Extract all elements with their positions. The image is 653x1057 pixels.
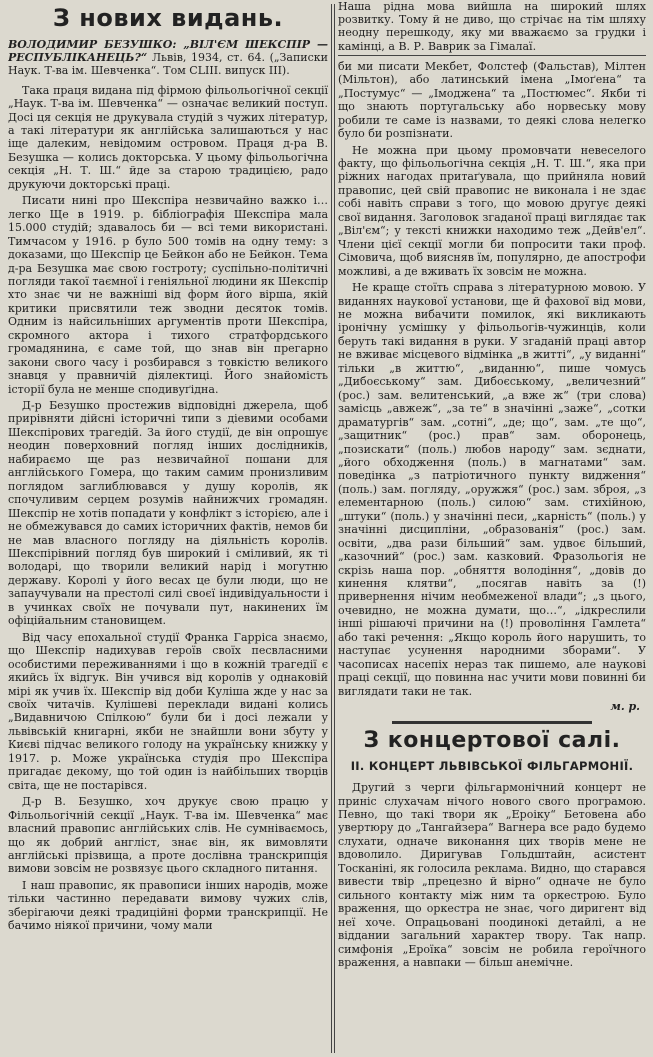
article-paragraph: І наш правопис, як правописи інших народів, може тільки частинно передавати вимову чужих слів, зберігаючи деякі традиційні форми транскрипції. Не бачимо ніякої причини, чому мали bbox=[8, 878, 328, 933]
article-paragraph: Писати нині про Шекспіра незвичайно важко і… легко Ще в 1919. р. бібліографія Шекспіра мала 15.000 студій; здавалось би — всі теми використані. Тимчасом у 1916. р було 500 томів на одну тему: з доказами, що Шекспір це Бейкон або не Бейкон. Тема д-ра Безушка має свою гостроту; суспільно-політичні погляди такої таємної і геніяльної людини як Шекспір хто знає чи не важніші від форм його вірша, якій критики присвятили теж зводни десяток томів. Одним із найсильніших аргументів проти Шекспіра, скромного актора і тихого стратфордського громадянина, є саме той, що знав він прегарно закони свого часу і розбирався з товкістю великого знавця у правничій діялектиці. Його знайомість історії була не менше сподивуґідна. bbox=[8, 194, 328, 396]
column-divider-inner bbox=[334, 4, 335, 1053]
bibliography-details: Львів, 1934, ст. 64. („Записки Наук. Т-ва ім. Шевченка“. Том CLIII. випуск III). bbox=[8, 51, 328, 78]
left-column bbox=[8, 0, 328, 1057]
right-column bbox=[338, 0, 646, 1057]
article-paragraph: Така праця видана під фірмою фільольогічної секції „Наук. Т-ва ім. Шевченка“ — означає великий поступ. Досі ця секція не друкувала студій з чужих літератур, а такі літератури як англійська залишаються у нас іще далеким, невідомим островом. Праця д-ра В. Безушка — колись докторська. У цьому фільольогічна секція „Н. Т. Ш.“ йде за старою традицією, радо друкуючи докторські праці. bbox=[8, 83, 328, 191]
section-separator bbox=[392, 721, 592, 724]
section-heading-concert-hall: З концертової салі. bbox=[363, 728, 621, 754]
article-paragraph: Від часу епохальної студії Франка Гаррісa знаємо, що Шекспір надихував героїв своїх песвласними особистими переживаннями і що в кожній трагедії є якийсь їх відгук. Він учився від королів у однаковій мірі як учив їх. Шекспір від доби Куліша жде у нас за своїх читачів. Кулішеві переклади видані колись „Видавничою Спілкою“ були би і досі лежали у львівській книгарні, якби не знайшли вони збуту у Києві підчас великого голоду на українську книжку у 1917. р. Може українська студія про Шекспіра пригадає декому, що той один із найбільших творців світа, ще не постарівся. bbox=[8, 630, 328, 792]
article-paragraph: би ми писати Мекбет, Фолстеф (Фальстав), Мілтен (Мільтон), або латинський імена „Імоґена“ та „Постумус“ — „Імоджена“ та „Постюмес“. Якби ті що знають португальську або норвеську мову робили те саме із назвами, то деякі слова нелегко було би розпізнати. bbox=[338, 59, 646, 141]
author-signature: м. р. bbox=[610, 700, 640, 714]
article-paragraph: Д-р Безушко простежив відповідні джерела, щоб прирівняти дійсні історичні типи з діевими особами Шекспірових трагедій. За його студії, де він опрошує неодин поверховний погляд інших дослідників, набираємо ще раз незвичайної пошани для англійського Гомера, що таким самим пронизливим поглядом заглиблювався у душу королів, як спочуливим серцем розумів найнижчих громадян. Шекспір не хотів попадати у конфлікт з історією, але і не обмежувався до самих історичних фактів, немов би не мав власного погляду на діяльність королів. Шекспірівний погляд був широкий і сміливий, як ті володарі, що творили великий нарід і могутню державу. Королі у його весах це були люди, що не запаучували на престолі силі своєї індивідуальности і в учинках своїх не почували пут, накинених їм офіційальним становищем. bbox=[8, 399, 328, 628]
bibliography-entry bbox=[8, 38, 328, 78]
concert-paragraph: Другий з черги фільгармонічний концерт не приніс слухачам нічого нового свого програмою. Певно, що такі твори як „Ероіку“ Бетовена або увертюру до „Тангайзера“ Вагнера все радо будемо слухати, одначе виконання цих творів мене не вдоволило. Диригував Гольдштайн, асистент Тосканіні, як голосила реклама. Видно, що старався вивести твір „прецезно й вірно“ одначе не було сильного контакту між ним та оркестрою. Було враження, що оркестра не знає, чого диригент від неї хоче. Опрацьовані поодинокі детайлі, а не віддании загальний характер твору. Так напр. симфонія „Ероїка“ зовсім не робила героїчного враження, а навпаки — більш анемічне. bbox=[338, 781, 646, 969]
section-heading-new-publications: З нових видань. bbox=[52, 4, 284, 32]
article-paragraph: Не можна при цьому промовчати невеселого факту, що фільольогічна секція „Н. Т. Ш.“, яка при ріжних нагодах притаґувала, що прийняла новий правопис, цей свій правопис не виконала і не здає собі навіть справи з того, що мовою другує деякі свої видання. Заголовок згаданої праці виглядає так „Віл'єм“; у тексті книжки находимо теж „Дейв'ел“. Члени цієї секції могли би попросити таки проф. Сімовича, щоб виясняв їм, популярно, де апострофи можливі, а де вживать їх зовсім не можна. bbox=[338, 143, 646, 278]
concert-subheading: II. КОНЦЕРТ ЛЬВІВСЬКОЇ ФІЛЬГАРМОНІЇ. bbox=[350, 759, 634, 774]
bibliography-author-title: ВОЛОДИМИР БЕЗУШКО: „ВІЛ'ЄМ ШЕКСПІР — РЕСПУБЛІКАНЕЦЬ?“ bbox=[8, 38, 328, 65]
previous-article-ending: Наша рідна мова вийшла на широкий шлях розвитку. Тому й не диво, що стрічає на тім шляху неодну перешкоду, яку ми вважаємо за грудки і камінці, а В. Р. Ваврик за Гімалаї. bbox=[338, 0, 646, 53]
article-paragraph: Не краще стоїть справа з літературною мовою. У виданнях наукової установи, ще й фахової від мови, не можна вибачити помилок, які викликають іронічну усмішку у фільольогів-чужинців, коли беруть такі видання в руки. У згаданій праці автор не вживає місцевого відмінка „в житті“, „у виданні“ тільки „в життю“, „виданню“, пише чомусь „Дибоєському“ зам. Дибоєському, „величезний“ (рос.) зам. велитенський, „а вже ж“ (три слова) замісць „авжеж“, „за те“ в значінні „заже“, „сотки драматургів“ зам. „сотні“, „де; що“, зам. „те що“, „защитник“ (рос.) прав“ зам. оборонець, „позискати“ (поль.) любов народу“ зам. зєднати, „його обходження (поль.) в магнатами“ зам. поведінка „з патріотичного пункту видження“ (поль.) зам. погляду, „оружжя“ (рос.) зам. зброя, „з елементарною (поль.) силою“ зам. стихійною, „штуки“ (поль.) у значінні песи, „карність“ (поль.) у значінні дисципліни, „образованія“ (рос.) зам. освіти, „два рази більший“ зам. удвоє більший, „казочний“ (рос.) зам. казковий. Фразольогія не скрізь наша пор. „обняття володіння“, „довів до кинення клятви“, „посягав навіть за (!) привернення нічим необмеженої влади“; „з цього, очевидно, не можна думати, що…“, „ідкреслили інші рішаючі причини на (!) провоління Гамлета“ або такі речення: „Якщо король його нарушить, то наступає усунення народними зборами“. У часописах насепіх нераз так пишемо, але наукові праці секції, що повинна нас учити мови повинні би виглядати таки не так. bbox=[338, 281, 646, 698]
article-paragraph: Д-р В. Безушко, хоч друкує свою працю у Фільольогічній секції „Наук. Т-ва ім. Шевченка“ має власний правопис англійських слів. Не сумніваємось, що як добрий англіст, знає він, як вимовляти англійські прізвища, а проте дослівна транскрипція вимови зовсім не розвязує цього складного питання. bbox=[8, 795, 328, 876]
column-divider bbox=[331, 4, 332, 1053]
article-separator bbox=[338, 55, 646, 56]
